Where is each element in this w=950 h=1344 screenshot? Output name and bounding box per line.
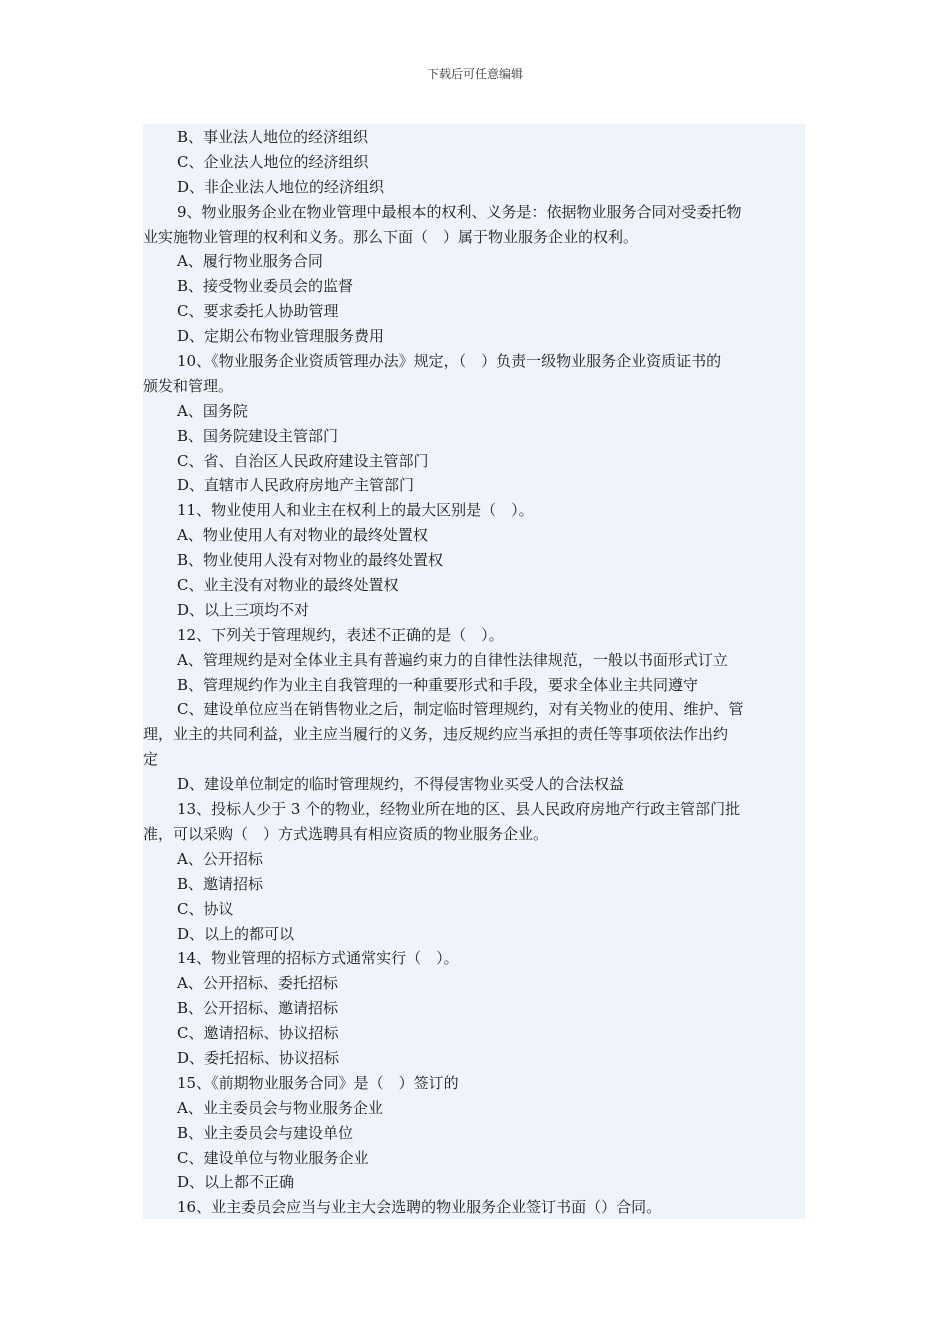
- text-line: B、接受物业委员会的监督: [177, 277, 354, 296]
- text-line: B、管理规约作为业主自我管理的一种重要形式和手段，要求全体业主共同遵守: [177, 675, 699, 694]
- text-line: A、业主委员会与物业服务企业: [177, 1098, 383, 1117]
- text-line: A、公开招标: [177, 849, 263, 868]
- text-line: 14、物业管理的招标方式通常实行（ ）。: [177, 949, 459, 968]
- text-line: 理，业主的共同利益，业主应当履行的义务，违反规约应当承担的责任等事项依法作出约: [143, 725, 729, 744]
- text-line: 12、下列关于管理规约，表述不正确的是（ ）。: [177, 625, 504, 644]
- text-line: 15、《前期物业服务合同》是（ ）签订的: [177, 1073, 459, 1092]
- text-line: D、定期公布物业管理服务费用: [177, 327, 385, 346]
- text-line: 颁发和管理。: [143, 376, 234, 395]
- text-line: 16、业主委员会应当与业主大会选聘的物业服务企业签订书面（）合同。: [177, 1198, 662, 1217]
- text-line: B、物业使用人没有对物业的最终处置权: [177, 551, 444, 570]
- page-header: 下载后可任意编辑: [426, 67, 523, 81]
- text-line: B、国务院建设主管部门: [177, 426, 339, 445]
- text-line: B、公开招标、邀请招标: [177, 999, 339, 1018]
- text-line: A、履行物业服务合同: [177, 252, 323, 271]
- text-line: C、建设单位应当在销售物业之后，制定临时管理规约，对有关物业的使用、维护、管: [177, 700, 744, 719]
- text-line: A、公开招标、委托招标: [177, 974, 338, 993]
- text-line: D、以上的都可以: [177, 924, 295, 943]
- text-line: D、以上都不正确: [177, 1173, 295, 1192]
- text-line: D、以上三项均不对: [177, 600, 310, 619]
- text-line: C、建设单位与物业服务企业: [177, 1148, 369, 1167]
- text-line: 13、投标人少于 3 个的物业，经物业所在地的区、县人民政府房地产行政主管部门批: [177, 800, 741, 819]
- text-line: B、邀请招标: [177, 874, 264, 893]
- text-line: C、要求委托人协助管理: [177, 302, 339, 321]
- text-line: 10、《物业服务企业资质管理办法》规定，（ ）负责一级物业服务企业资质证书的: [177, 352, 722, 371]
- text-line: C、邀请招标、协议招标: [177, 1024, 339, 1043]
- text-line: A、国务院: [177, 401, 248, 420]
- text-line: D、直辖市人民政府房地产主管部门: [177, 476, 415, 495]
- text-line: 11、物业使用人和业主在权利上的最大区别是（ ）。: [177, 501, 534, 520]
- text-line: A、物业使用人有对物业的最终处置权: [177, 526, 428, 545]
- text-line: D、建设单位制定的临时管理规约，不得侵害物业买受人的合法权益: [177, 775, 625, 794]
- text-line: B、业主委员会与建设单位: [177, 1123, 354, 1142]
- text-line: C、省、自治区人民政府建设主管部门: [177, 451, 429, 470]
- text-line: 定: [143, 750, 159, 769]
- text-line: A、管理规约是对全体业主具有普遍约束力的自律性法律规范，一般以书面形式订立: [177, 650, 728, 669]
- text-line: C、企业法人地位的经济组织: [177, 152, 369, 171]
- text-line: 业实施物业管理的权利和义务。那么下面（ ）属于物业服务企业的权利。: [143, 227, 639, 246]
- text-line: D、委托招标、协议招标: [177, 1048, 340, 1067]
- text-line: D、非企业法人地位的经济组织: [177, 177, 385, 196]
- text-line: 9、物业服务企业在物业管理中最根本的权利、义务是：依据物业服务合同对受委托物: [177, 202, 742, 221]
- text-line: B、事业法人地位的经济组织: [177, 128, 369, 146]
- text-line: C、协议: [177, 899, 234, 918]
- text-line: 准，可以采购（ ）方式选聘具有相应资质的物业服务企业。: [143, 824, 549, 843]
- document-body: [143, 124, 805, 1219]
- text-line: C、业主没有对物业的最终处置权: [177, 576, 399, 595]
